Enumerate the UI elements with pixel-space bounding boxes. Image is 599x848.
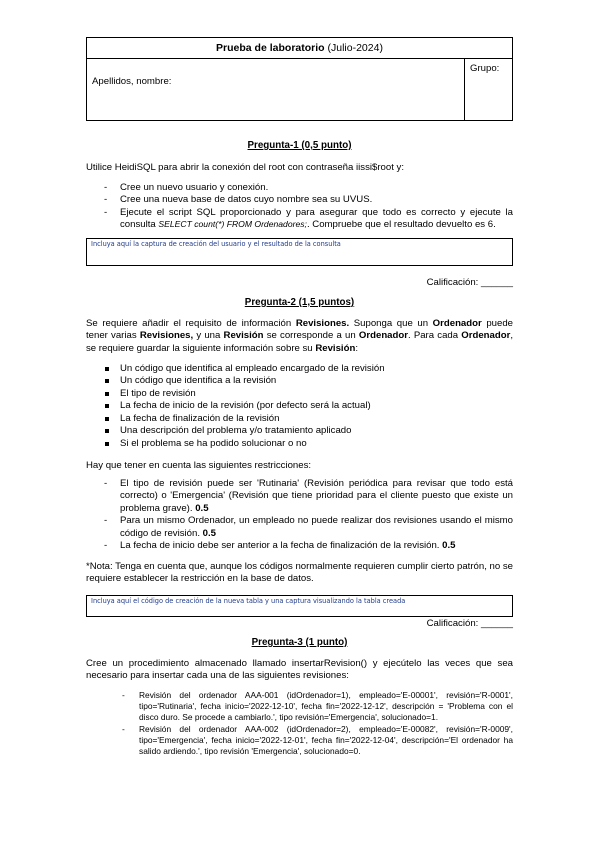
name-label: Apellidos, nombre: [92,76,172,87]
q2-capture-box[interactable] [86,595,513,617]
list-item: Si el problema se ha podido solucionar o no [86,438,513,450]
list-item: El tipo de revisión [86,388,513,400]
list-item: - Ejecute el script SQL proporcionado y para asegurar que todo es correcto y ejecute la consulta SELECT count(*) FROM Ordenadores;. Compruebe que el resultado devuelto es 6. [86,207,513,232]
q2-intro: Se requiere añadir el requisito de información Revisiones. Suponga que un Ordenador puede tener varias Revisiones, y una Revisión se corresponde a un Ordenador. Para cada Ordenador, se requiere guardar la siguiente información sobre su Revisión: [86,318,513,354]
list-item: - La fecha de inicio debe ser anterior a la fecha de finalización de la revisión. 0.5 [86,540,513,552]
list-item: - Cree un nuevo usuario y conexión. [86,182,513,194]
list-item: - Revisión del ordenador AAA-002 (idOrdenador=2), empleado='E-00082', revisión='R-0009', tipo='Emergencia', fecha inicio='2022-12-01', fecha fin='2022-12-04', descripción='El ordenador ha salido ardiendo.', tipo revisión 'Emergencia', solucionado=0. [119,724,513,758]
q2-bullets [86,363,513,450]
q2-note: *Nota: Tenga en cuenta que, aunque los códigos normalmente requieren cumplir cierto patrón, no se requiere establecer la restricción en la base de datos. [86,561,514,585]
list-item: Un código que identifica al empleado encargado de la revisión [86,363,513,375]
list-item: - Revisión del ordenador AAA-001 (idOrdenador=1), empleado='E-00001', revisión='R-0001', tipo='Rutinaria', fecha inicio='2022-12-10', fecha fin='2022-12-12', descripción = 'Problema con el disco duro. Se procede a cambiarlo.', tipo revisión='Emergencia', solucionado=1. [119,690,513,724]
list-item: Un código que identifica a la revisión [86,375,513,387]
list-item: La fecha de inicio de la revisión (por defecto será la actual) [86,400,513,412]
list-item: Una descripción del problema y/o tratamiento aplicado [86,425,513,437]
q2-restrictions-intro: Hay que tener en cuenta las siguientes restricciones: [86,460,312,471]
list-item: - Cree una nueva base de datos cuyo nombre sea su UVUS. [86,194,513,206]
q2-restrictions [86,478,513,553]
q1-intro: Utilice HeidiSQL para abrir la conexión del root con contraseña iissi$root y: [86,162,404,173]
group-label: Grupo: [470,63,500,74]
list-item: La fecha de finalización de la revisión [86,413,513,425]
q3-intro: Cree un procedimiento almacenado llamado insertarRevision() y ejecútelo las veces que sea necesario para insertar cada una de las siguientes revisiones: [86,658,513,682]
q3-title: Pregunta-3 (1 punto) [251,637,348,648]
q2-grade: Calificación: ______ [426,618,513,629]
q1-title: Pregunta-1 (0,5 punto) [247,140,352,151]
q1-grade: Calificación: ______ [426,277,513,288]
q2-title: Pregunta-2 (1,5 puntos) [244,297,355,308]
list-item: - El tipo de revisión puede ser 'Rutinaria' (Revisión periódica para revisar que todo está correcto) o 'Emergencia' (Revisión que tiene prioridad para el cliente puesto que existe un problema grave). 0.5 [86,478,513,515]
header-box [86,37,513,121]
q1-capture-box[interactable] [86,238,513,266]
q1-capture-label: Incluya aquí la captura de creación del usuario y el resultado de la consulta [91,240,341,248]
list-item: - Para un mismo Ordenador, un empleado no puede realizar dos revisiones usando el mismo código de revisión. 0.5 [86,515,513,540]
header-divider [464,58,465,120]
q1-list [86,182,513,232]
q2-capture-label: Incluya aquí el código de creación de la nueva tabla y una captura visualizando la tabla creada [91,597,406,605]
exam-title: Prueba de laboratorio (Julio-2024) [87,38,512,59]
q3-list [119,690,513,757]
